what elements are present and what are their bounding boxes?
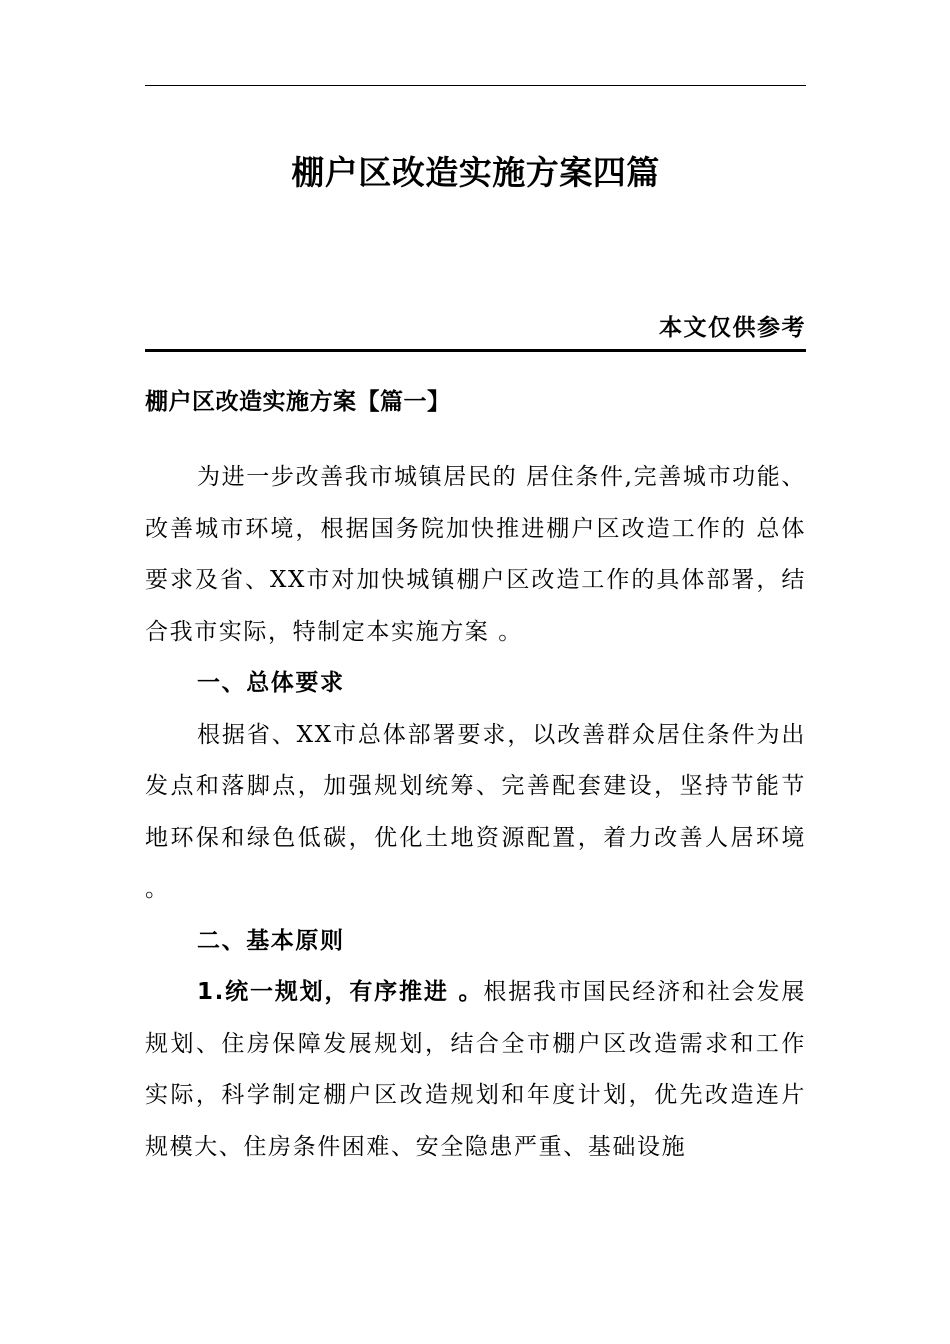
- intro-paragraph: 为进一步改善我市城镇居民的 居住条件,完善城市功能、改善城市环境，根据国务院加快推进棚户区改造工作的 总体要求及省、XX市对加快城镇棚户区改造工作的具体部署，结合我市实际，特制定本实施方案 。: [145, 464, 806, 645]
- heading-basic-principles: 二、基本原则: [197, 927, 345, 954]
- principle-1-paragraph: [145, 967, 806, 1173]
- principle-1-text: 根据我市国民经济和社会发展规划、住房保障发展规划，结合全市棚户区改造需求和工作实际，科学制定棚户区改造规划和年度计划，优先改造连片规模大、住房条件困难、安全隐患严重、基础设施: [145, 979, 806, 1160]
- section-title: 棚户区改造实施方案【篇一】: [145, 389, 451, 415]
- document-title: 棚户区改造实施方案四篇: [291, 153, 660, 192]
- top-rule: [145, 85, 806, 86]
- principle-1-lead: 1.统一规划，有序推进 。: [197, 979, 484, 1005]
- document-body: [145, 452, 806, 1173]
- overall-requirements-paragraph: 根据省、XX市总体部署要求，以改善群众居住条件为出发点和落脚点，加强规划统筹、完善配套建设，坚持节能节地环保和绿色低碳，优化土地资源配置，着力改善人居环境 。: [145, 721, 806, 902]
- header-rule: [145, 349, 806, 352]
- reference-note: 本文仅供参考: [659, 315, 806, 341]
- heading-overall-requirements: 一、总体要求: [197, 670, 345, 696]
